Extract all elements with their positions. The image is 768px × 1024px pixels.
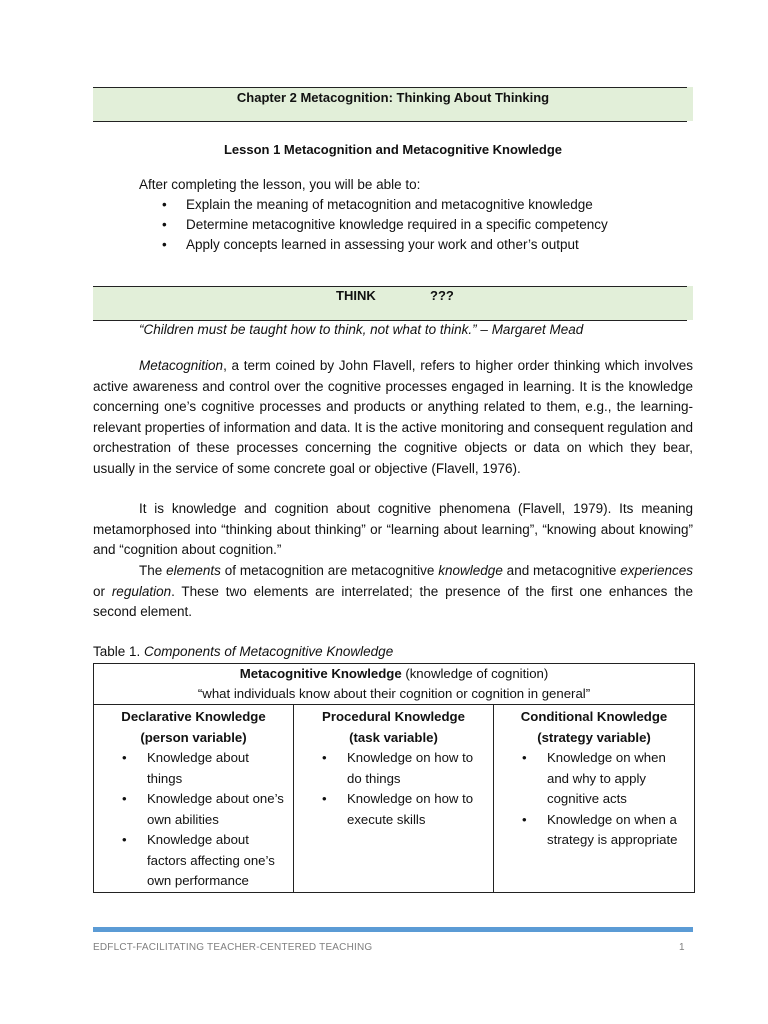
column-subtitle: (strategy variable) [537, 729, 651, 745]
column-subtitle: (person variable) [140, 729, 247, 745]
table-header: Metacognitive Knowledge (knowledge of cognition) “what individuals know about their cognition or cognition in general” [94, 664, 695, 705]
list-item: • Knowledge on how to execute skills [322, 791, 474, 827]
chapter-bottom-rule [93, 121, 687, 122]
list-item: • Knowledge about factors affecting one’s own performance [122, 832, 275, 888]
components-table [93, 663, 695, 893]
think-bottom-rule [93, 320, 687, 321]
list-item: • Knowledge about one’s own abilities [122, 791, 284, 827]
list-item: • Knowledge on when and why to apply cognitive acts [522, 750, 666, 806]
list-item: • Knowledge on when a strategy is appropriate [522, 811, 678, 847]
table-header-quote: “what individuals know about their cognition or cognition in general” [197, 686, 591, 701]
column-title: Procedural Knowledge [322, 709, 465, 724]
paragraph-cognition: It is knowledge and cognition about cognitive phenomena (Flavell, 1979). Its meaning metamorphosed into “thinking about thinking” or “learning about learning”, “knowing about knowing” and “cognition about cognition.” [93, 501, 693, 558]
page-number: 1 [679, 942, 685, 953]
think-top-rule [93, 286, 687, 287]
footer-bar [93, 927, 693, 932]
think-marks: ??? [430, 288, 454, 303]
list-item: • Knowledge on how to do things [322, 750, 474, 786]
term-metacognition: Metacognition [139, 358, 224, 373]
list-item: • Knowledge about things [122, 750, 249, 786]
column-title: Conditional Knowledge [520, 709, 668, 724]
objective-item: • Explain the meaning of metacognition and metacognitive knowledge [162, 197, 593, 212]
paragraph-metacognition: Metacognition, a term coined by John Flavell, refers to higher order thinking which involves active awareness and control over the cognitive processes engaged in learning. It is the knowledge concerning one’s cognitive processes and products or anything related to them, e.g., the learning-relevant properties of information and data. It is the active monitoring and consequent regulation and orchestration of these processes concerning the cognitive objects or data on which they bear, usually in the service of some concrete goal or objective (Flavell, 1976). [93, 358, 693, 476]
procedural-column [294, 705, 494, 893]
objectives-list [160, 195, 608, 255]
footer-course: EDFLCT-FACILITATING TEACHER-CENTERED TEACHING [93, 942, 373, 953]
declarative-column [94, 705, 294, 893]
chapter-title: Chapter 2 Metacognition: Thinking About Thinking [236, 90, 550, 105]
objective-item: • Apply concepts learned in assessing your work and other’s output [162, 237, 579, 252]
lesson-title: Lesson 1 Metacognition and Metacognitive Knowledge [223, 142, 563, 157]
conditional-column [494, 705, 695, 893]
quote: “Children must be taught how to think, not what to think.” – Margaret Mead [139, 322, 584, 337]
paragraph-elements: The elements of metacognition are metacognitive knowledge and metacognitive experiences or regulation. These two elements are interrelated; the presence of the first one enhances the second element. [93, 563, 693, 620]
objectives-intro: After completing the lesson, you will be able to: [139, 177, 421, 192]
think-label: THINK [336, 288, 376, 303]
objective-item: • Determine metacognitive knowledge required in a specific competency [162, 217, 608, 232]
table-caption: Table 1. Components of Metacognitive Knowledge [93, 644, 394, 659]
column-title: Declarative Knowledge [121, 709, 266, 724]
column-subtitle: (task variable) [349, 729, 438, 745]
think-band [93, 286, 693, 320]
chapter-top-rule [93, 87, 687, 88]
